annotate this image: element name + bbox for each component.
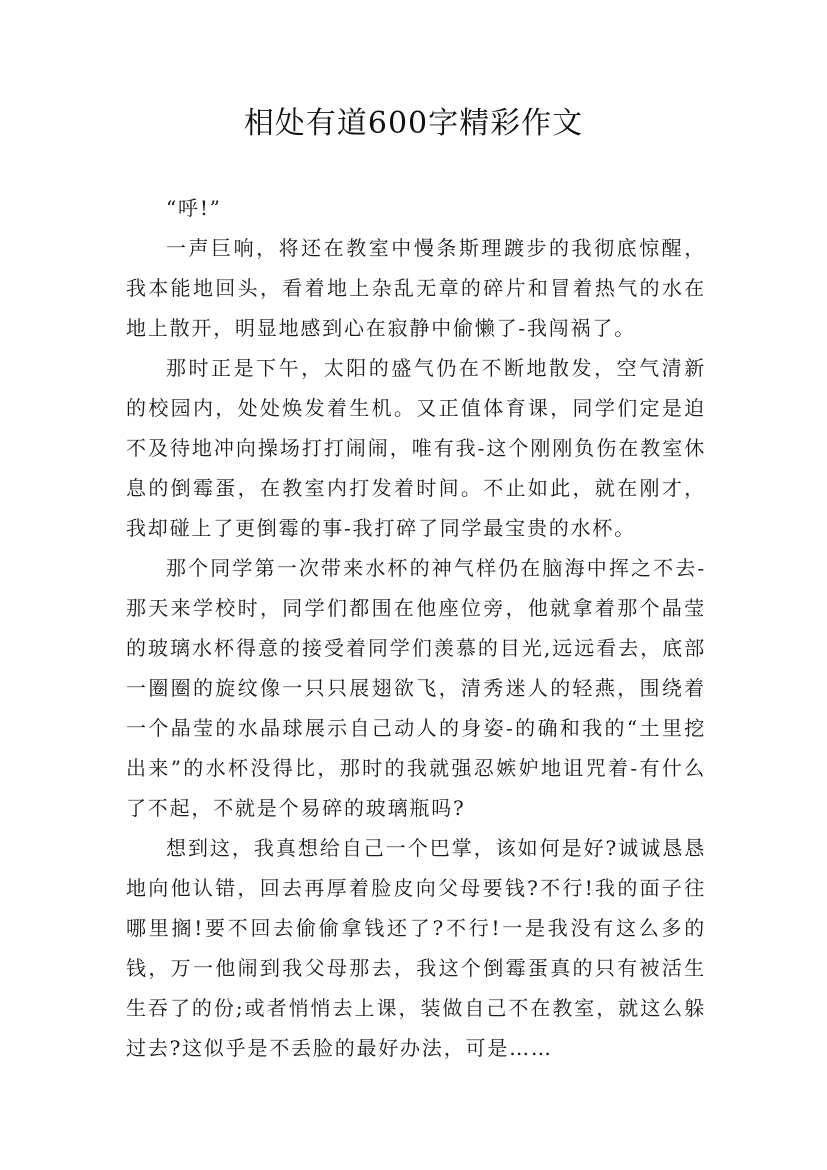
paragraph-4: 那个同学第一次带来水杯的神气样仍在脑海中挥之不去-那天来学校时，同学们都围在他座位旁，他就拿着那个晶莹的玻璃水杯得意的接受着同学们羡慕的目光,远远看去，底部一圈圈的旋纹像一只只展翅欲飞，清秀迷人的轻燕，围绕着一个晶莹的水晶球展示自己动人的身姿-的确和我的“土里挖出来”的水杯没得比，那时的我就强忍嫉妒地诅咒着-有什么了不起，不就是个易碎的玻璃瓶吗? xyxy=(126,556,706,820)
document-title: 相处有道600字精彩作文 xyxy=(243,106,584,141)
paragraph-1: “呼!” xyxy=(166,196,222,220)
paragraph-2: 一声巨响，将还在教室中慢条斯理踱步的我彻底惊醒，我本能地回头，看着地上杂乱无章的碎片和冒着热气的水在地上散开，明显地感到心在寂静中偷懒了-我闯祸了。 xyxy=(126,236,706,340)
document-body xyxy=(126,188,706,1068)
paragraph-5: 想到这，我真想给自己一个巴掌，该如何是好?诚诚恳恳地向他认错，回去再厚着脸皮向父母要钱?不行!我的面子往哪里搁!要不回去偷偷拿钱还了?不行!一是我没有这么多的钱，万一他闹到我父母那去，我这个倒霉蛋真的只有被活生生吞了的份;或者悄悄去上课，装做自己不在教室，就这么躲过去?这似乎是不丢脸的最好办法，可是…… xyxy=(126,836,706,1060)
paragraph-3: 那时正是下午，太阳的盛气仍在不断地散发，空气清新的校园内，处处焕发着生机。又正值体育课，同学们定是迫不及待地冲向操场打打闹闹，唯有我-这个刚刚负伤在教室休息的倒霉蛋，在教室内打发着时间。不止如此，就在刚才，我却碰上了更倒霉的事-我打碎了同学最宝贵的水杯。 xyxy=(126,356,706,540)
